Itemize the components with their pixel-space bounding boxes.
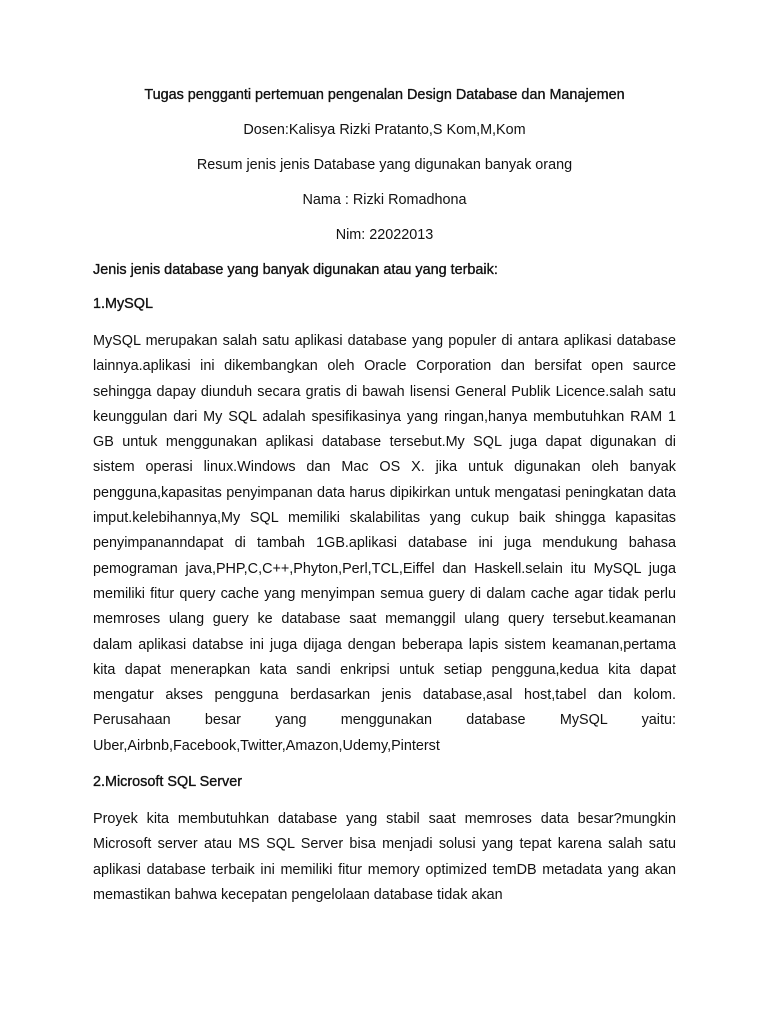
intro-heading: Jenis jenis database yang banyak digunakan atau yang terbaik: (93, 262, 498, 278)
student-nim: Nim: 22022013 (335, 227, 434, 243)
section-heading-mssql: 2.Microsoft SQL Server (93, 774, 243, 791)
section-heading-mysql: 1.MySQL (93, 296, 153, 312)
student-name: Nama : Rizki Romadhona (302, 192, 467, 208)
lecturer-line: Dosen:Kalisya Rizki Pratanto,S Kom,M,Kom (243, 122, 526, 138)
section-body-mysql: MySQL merupakan salah satu aplikasi database yang populer di antara aplikasi database lainnya.aplikasi ini dikembangkan oleh Oracle Corporation dan bersifat open saurce sehingga dapay diunduh secara gratis di bawah lisensi General Publik Licence.salah satu keunggulan dari My SQL adalah spesifikasinya yang ringan,hanya membutuhkan RAM 1 GB untuk menggunakan aplikasi database tersebut.My SQL juga dapat digunakan di sistem operasi linux.Windows dan Mac OS X. jika untuk digunakan oleh banyak pengguna,kapasitas penyimpanan data harus dipikirkan untuk mengatasi peningkatan data imput.kelebihannya,My SQL memiliki skalabilitas yang cukup baik shingga kapasitas penyimpananndapat di tambah 1GB.aplikasi database ini juga mendukung bahasa pemograman java,PHP,C,C++,Phyton,Perl,TCL,Eiffel dan Haskell.selain itu MySQL juga memiliki fitur query cache yang menyimpan semua guery di dalam cache agar tidak perlu memroses ulang guery ke database saat memanggil ulang query tersebut.keamanan dalam aplikasi databse ini juga dijaga dengan beberapa lapis sistem keamanan,pertama kita dapat menerapkan kata sandi enkripsi untuk setiap pengguna,kedua kita dapat mengatur akses pengguna berdasarkan jenis database,asal host,tabel dan kolom. Perusahaan besar yang menggunakan database MySQL yaitu: Uber,Airbnb,Facebook,Twitter,Amazon,Udemy,Pinterst (93, 333, 676, 754)
section-body-mssql: Proyek kita membutuhkan database yang stabil saat memroses data besar?mungkin Microsoft server atau MS SQL Server bisa menjadi solusi yang tepat karena salah satu aplikasi database terbaik ini memiliki fitur memory optimized temDB metadata yang akan memastikan bahwa kecepatan pengelolaan database tidak akan (93, 811, 676, 903)
document-title: Tugas pengganti pertemuan pengenalan Design Database dan Manajemen (144, 87, 625, 103)
subtitle-line: Resum jenis jenis Database yang digunakan banyak orang (196, 157, 573, 173)
